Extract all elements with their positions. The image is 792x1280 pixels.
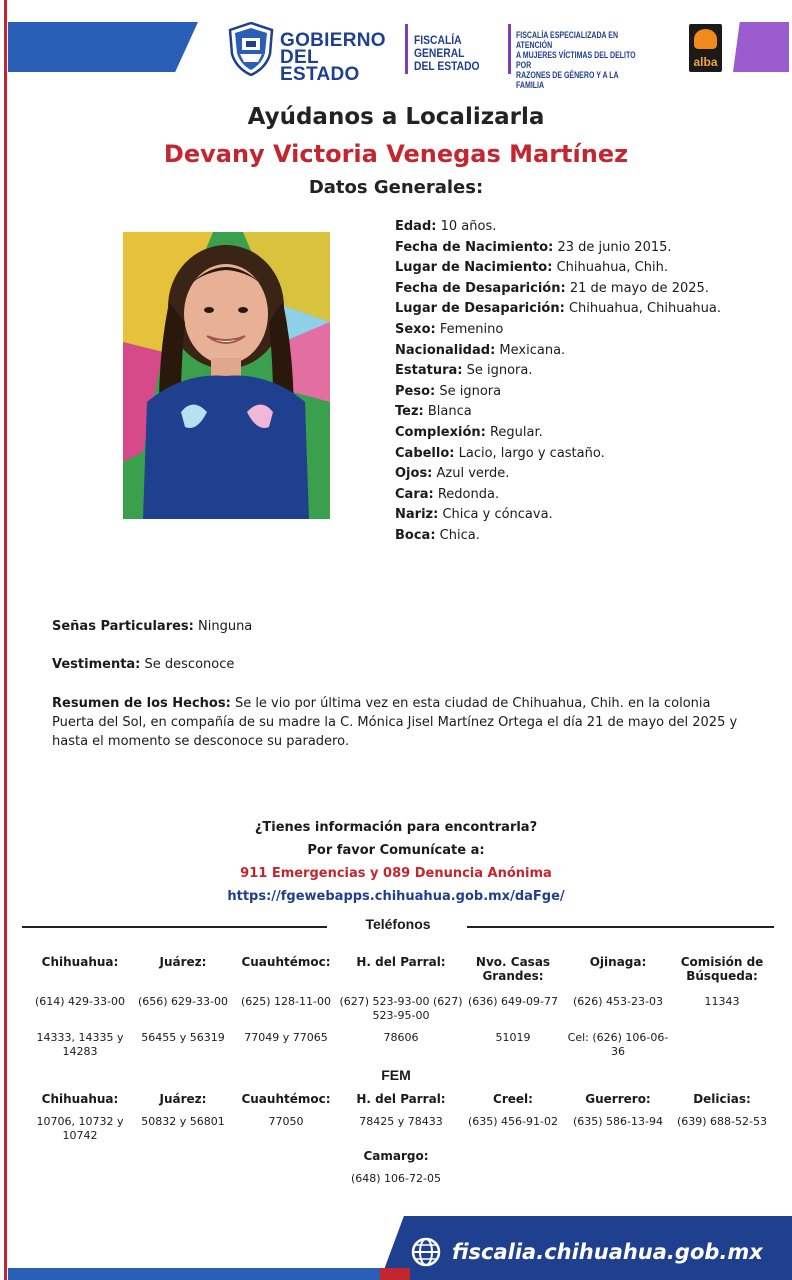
footer-stripe: [8, 1268, 388, 1280]
fem-heading: FEM: [381, 1067, 411, 1083]
detail-value: Redonda.: [437, 486, 500, 502]
header-divider: [508, 24, 511, 74]
detail-label: Nacionalidad:: [395, 342, 496, 358]
detail-row: [395, 402, 775, 423]
fem-camargo-header: Camargo:: [363, 1149, 429, 1163]
detail-label: Tez:: [395, 404, 424, 420]
footer-accent: [380, 1268, 410, 1280]
detail-label: Fecha de Nacimiento:: [395, 239, 554, 255]
report-link[interactable]: https://fgewebapps.chihuahua.gob.mx/daFge/: [227, 889, 565, 904]
alba-sun-icon: [694, 29, 717, 49]
senas-particulares: Señas Particulares: Ninguna: [52, 619, 253, 634]
header-purple-band: [733, 22, 789, 72]
info-question: ¿Tienes información para encontrarla?: [254, 820, 538, 835]
detail-label: Edad:: [395, 219, 437, 234]
globe-icon: [410, 1236, 442, 1268]
detail-label: Fecha de Desaparición:: [395, 280, 566, 296]
alba-logo: alba: [689, 24, 722, 72]
person-name: Devany Victoria Venegas Martínez: [163, 140, 629, 168]
detail-row: [395, 299, 775, 320]
fem-value: 50832 y 56801: [141, 1115, 225, 1128]
detail-row: [395, 341, 775, 362]
fem-value: 78425 y 78433: [359, 1115, 443, 1128]
detail-label: Complexión:: [395, 424, 486, 440]
detail-value: Se ignora: [439, 383, 502, 399]
detail-value: Blanca: [427, 404, 472, 420]
vestimenta: Vestimenta: Se desconoce: [52, 657, 235, 672]
fem-header: Creel:: [493, 1092, 533, 1106]
detail-value: Lacio, largo y castaño.: [458, 445, 605, 461]
telefonos-heading: Teléfonos: [22, 916, 774, 936]
fem-value: (635) 586-13-94: [572, 1115, 663, 1128]
resumen-hechos: Resumen de los Hechos: Se le vio por última vez en esta ciudad de Chihuahua, Chih. en la colonia Puerta del Sol, en compañía de su madre la C. Mónica Jisel Martínez Ortega el día 21 de mayo del 2025 y hasta el momento se desconoce su paradero.: [52, 696, 738, 749]
fem-header: Delicias:: [693, 1092, 751, 1106]
fem-value: 77050: [268, 1115, 304, 1128]
detail-label: Lugar de Desaparición:: [395, 301, 565, 317]
detail-value: Chihuahua, Chihuahua.: [568, 301, 721, 317]
detail-value: 10 años.: [440, 219, 497, 234]
detail-label: Cabello:: [395, 445, 455, 461]
state-shield-icon: [228, 22, 274, 76]
detail-row: [395, 505, 775, 526]
tel-phone: (636) 649-09-77: [467, 995, 558, 1008]
emergency-numbers: 911 Emergencias y 089 Denuncia Anónima: [240, 866, 552, 881]
detail-row: [395, 361, 775, 382]
tel-phone: (627) 523-93-00 (627) 523-95-00: [339, 995, 463, 1022]
detail-label: Ojos:: [395, 466, 433, 482]
tel-extension: 51019: [495, 1031, 531, 1044]
detail-label: Peso:: [395, 383, 436, 399]
divider: [467, 926, 774, 928]
detail-row: [395, 279, 775, 300]
section-heading: Datos Generales:: [308, 177, 484, 198]
tel-phone: (614) 429-33-00: [34, 995, 125, 1008]
detail-row: [395, 485, 775, 506]
tel-extension: 14333, 14335 y 14283: [36, 1031, 124, 1058]
gobierno-del-estado-logo: GOBIERNO DEL ESTADO: [280, 30, 386, 85]
detail-value: Chica y cóncava.: [442, 507, 553, 523]
tel-extension: 56455 y 56319: [141, 1031, 225, 1044]
detail-label: Lugar de Nacimiento:: [395, 260, 553, 276]
detail-value: 21 de mayo de 2025.: [569, 280, 709, 296]
header-blue-band: [8, 22, 198, 72]
tel-header: Comisión de Búsqueda:: [680, 955, 764, 983]
detail-value: Chihuahua, Chih.: [556, 260, 668, 276]
detail-value: Mexicana.: [499, 342, 566, 358]
detail-value: Femenino: [439, 321, 504, 337]
detail-row: [395, 464, 775, 485]
tel-header: H. del Parral:: [356, 955, 446, 969]
detail-row: [395, 320, 775, 341]
detail-value: Chica.: [439, 527, 480, 543]
detail-label: Estatura:: [395, 363, 463, 379]
fem-header: Guerrero:: [585, 1092, 651, 1106]
tel-extension: 77049 y 77065: [244, 1031, 328, 1044]
tel-header: Ojinaga:: [589, 955, 647, 969]
fem-camargo-phone: (648) 106-72-05: [350, 1172, 441, 1185]
detail-value: 23 de junio 2015.: [557, 239, 672, 255]
tel-header: Juárez:: [159, 955, 207, 969]
tel-header: Chihuahua:: [41, 955, 119, 969]
detail-value: Regular.: [489, 424, 543, 440]
detail-label: Cara:: [395, 486, 434, 502]
detail-label: Sexo:: [395, 321, 436, 337]
detail-row: [395, 444, 775, 465]
fem-value: 10706, 10732 y 10742: [36, 1115, 124, 1142]
fiscalia-especializada-logo: FISCALÍA ESPECIALIZADA EN ATENCIÓN A MUJERES VÍCTIMAS DEL DELITO POR RAZONES DE GÉNERO Y A LA FAMILIA: [516, 30, 636, 90]
detail-row: [395, 423, 775, 444]
tel-header: Nvo. Casas Grandes:: [475, 955, 551, 983]
poster-title: Ayúdanos a Localizarla: [247, 104, 545, 130]
detail-row: [395, 382, 775, 403]
detail-row: [395, 238, 775, 259]
fem-value: (635) 456-91-02: [467, 1115, 558, 1128]
missing-person-photo: [123, 232, 330, 519]
fem-header: Chihuahua:: [41, 1092, 119, 1106]
tel-phone: 11343: [704, 995, 740, 1008]
detail-row: [395, 217, 775, 238]
contact-prompt: Por favor Comunícate a:: [307, 843, 485, 858]
girl-portrait-icon: [123, 232, 330, 519]
fem-header: H. del Parral:: [356, 1092, 446, 1106]
fem-header: Juárez:: [159, 1092, 207, 1106]
detail-row: [395, 526, 775, 547]
detail-label: Boca:: [395, 527, 436, 543]
detail-row: [395, 258, 775, 279]
detail-value: Azul verde.: [436, 466, 510, 482]
tel-header: Cuauhtémoc:: [241, 955, 331, 969]
fem-header: Cuauhtémoc:: [241, 1092, 331, 1106]
detail-value: Se ignora.: [466, 363, 533, 379]
fiscalia-general-logo: FISCALÍA GENERAL DEL ESTADO: [414, 33, 480, 73]
fem-value: (639) 688-52-53: [676, 1115, 767, 1128]
header-divider: [405, 24, 408, 74]
general-data-list: [395, 217, 775, 547]
footer-website-link[interactable]: fiscalia.chihuahua.gob.mx: [452, 1240, 763, 1264]
detail-label: Nariz:: [395, 507, 439, 523]
tel-phone: (625) 128-11-00: [240, 995, 331, 1008]
tel-extension: Cel: (626) 106-06-36: [567, 1031, 669, 1058]
tel-phone: (626) 453-23-03: [572, 995, 663, 1008]
tel-extension: 78606: [383, 1031, 419, 1044]
tel-phone: (656) 629-33-00: [137, 995, 228, 1008]
